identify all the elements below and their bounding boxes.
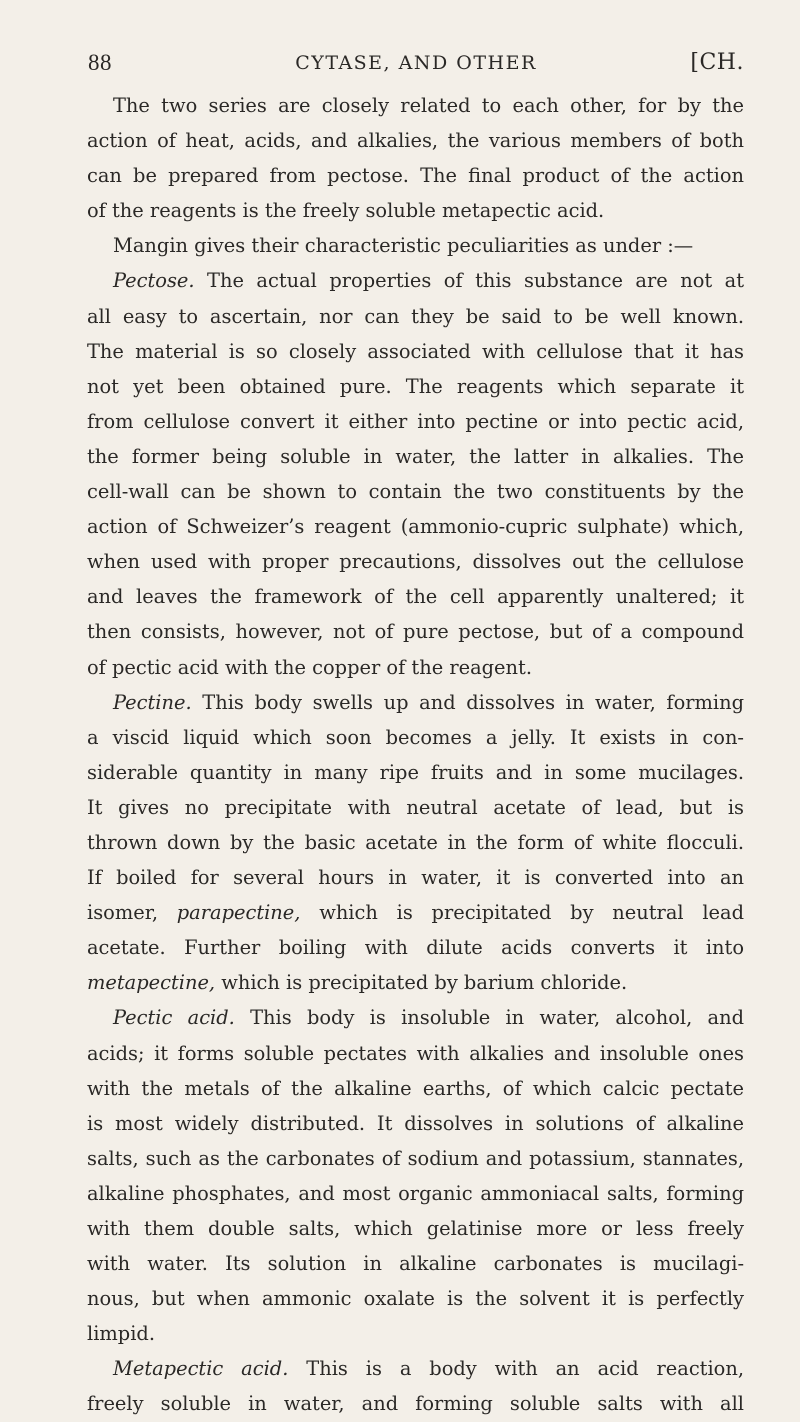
text-segment: This is a body with an acid reaction, bbox=[288, 1357, 744, 1381]
text-line bbox=[87, 790, 744, 825]
text-segment: of pectic acid with the copper of the reagent. bbox=[87, 655, 532, 679]
text-line bbox=[87, 123, 744, 158]
text-segment: not yet been obtained pure. The reagents which separate it bbox=[87, 374, 744, 398]
text-line bbox=[87, 439, 744, 474]
text-line bbox=[87, 299, 744, 334]
text-line bbox=[87, 228, 744, 263]
text-line bbox=[87, 474, 744, 509]
text-line bbox=[87, 404, 744, 439]
text-segment: from cellulose convert it either into pectine or into pectic acid, bbox=[87, 409, 744, 433]
text-line bbox=[87, 1351, 744, 1386]
text-line bbox=[87, 1071, 744, 1106]
text-line bbox=[87, 579, 744, 614]
running-title: CYTASE, AND OTHER bbox=[295, 52, 537, 74]
text-segment: with them double salts, which gelatinise more or less freely bbox=[87, 1217, 744, 1240]
page-header bbox=[88, 50, 744, 84]
text-line bbox=[87, 544, 744, 579]
text-segment: alkaline phosphates, and most organic ammoniacal salts, forming bbox=[87, 1181, 744, 1205]
text-segment: The actual properties of this substance are not at bbox=[194, 269, 744, 293]
text-segment: thrown down by the basic acetate in the form of white flocculi. bbox=[87, 830, 744, 854]
text-line bbox=[87, 1106, 744, 1141]
text-segment: limpid. bbox=[87, 1322, 155, 1346]
text-segment: action of heat, acids, and alkalies, the various members of both bbox=[87, 129, 744, 153]
italic-term: Pectic acid. bbox=[113, 1006, 235, 1030]
text-line bbox=[87, 263, 744, 298]
text-segment: salts, such as the carbonates of sodium and potassium, stannates, bbox=[87, 1146, 744, 1170]
text-line bbox=[87, 860, 744, 895]
text-line bbox=[87, 1386, 744, 1421]
text-line bbox=[87, 895, 744, 930]
italic-term: metapectine, bbox=[87, 971, 216, 995]
text-line bbox=[87, 1176, 744, 1211]
text-segment: Mangin gives their characteristic peculiarities as under :— bbox=[113, 234, 694, 258]
text-segment: It gives no precipitate with neutral acetate of lead, but is bbox=[87, 795, 744, 819]
chapter-marker: [CH. bbox=[690, 50, 744, 75]
text-line bbox=[87, 755, 744, 790]
text-segment: is most widely distributed. It dissolves in solutions of alkaline bbox=[87, 1111, 744, 1135]
text-segment: The two series are closely related to each other, for by the bbox=[113, 94, 744, 117]
text-line bbox=[87, 1000, 744, 1035]
text-line bbox=[87, 825, 744, 860]
text-segment: If boiled for several hours in water, it is converted into an bbox=[87, 866, 744, 890]
italic-term: Pectine. bbox=[113, 690, 192, 714]
text-segment: can be prepared from pectose. The final product of the action bbox=[87, 164, 744, 188]
text-line bbox=[87, 158, 744, 193]
text-segment: isomer, bbox=[87, 901, 177, 925]
text-line bbox=[87, 965, 744, 1000]
text-line bbox=[87, 720, 744, 755]
text-line bbox=[87, 930, 744, 965]
text-line bbox=[87, 1036, 744, 1071]
text-segment: which is precipitated by barium chloride. bbox=[215, 971, 628, 995]
text-segment: acetate. Further boiling with dilute acids converts it into bbox=[87, 936, 744, 960]
text-line bbox=[87, 334, 744, 369]
page-number: 88 bbox=[88, 50, 112, 75]
text-segment: action of Schweizer’s reagent (ammonio-cupric sulphate) which, bbox=[87, 515, 744, 539]
text-segment: nous, but when ammonic oxalate is the solvent it is perfectly bbox=[87, 1287, 744, 1311]
text-segment: with water. Its solution in alkaline carbonates is mucilagi- bbox=[87, 1252, 744, 1276]
text-line bbox=[87, 1246, 744, 1281]
text-segment: cell-wall can be shown to contain the two constituents by the bbox=[87, 480, 744, 504]
text-line bbox=[87, 1316, 744, 1351]
italic-term: Pectose. bbox=[113, 269, 195, 293]
text-line bbox=[87, 193, 744, 228]
italic-term: Metapectic acid. bbox=[113, 1357, 289, 1381]
text-segment: when used with proper precautions, dissolves out the cellulose bbox=[87, 550, 744, 574]
text-line bbox=[87, 1281, 744, 1316]
text-segment: then consists, however, not of pure pectose, but of a compound bbox=[87, 620, 744, 644]
text-segment: This body is insoluble in water, alcohol, and bbox=[234, 1006, 744, 1030]
text-line bbox=[87, 685, 744, 720]
text-segment: all easy to ascertain, nor can they be said to be well known. bbox=[87, 304, 744, 328]
text-segment: of the reagents is the freely soluble metapectic acid. bbox=[87, 199, 605, 223]
body-text bbox=[87, 88, 744, 1422]
text-segment: the former being soluble in water, the latter in alkalies. The bbox=[87, 444, 744, 468]
text-segment: with the metals of the alkaline earths, of which calcic pectate bbox=[87, 1076, 744, 1100]
text-segment: acids; it forms soluble pectates with alkalies and insoluble ones bbox=[87, 1041, 744, 1065]
text-segment: siderable quantity in many ripe fruits and in some mucilages. bbox=[87, 760, 744, 784]
text-line bbox=[87, 1211, 744, 1246]
text-segment: freely soluble in water, and forming soluble salts with all bbox=[87, 1392, 744, 1416]
text-segment: This body swells up and dissolves in water, forming bbox=[191, 690, 744, 714]
text-segment: which is precipitated by neutral lead bbox=[300, 901, 744, 925]
text-line bbox=[87, 369, 744, 404]
text-segment: and leaves the framework of the cell apparently unaltered; it bbox=[87, 585, 744, 609]
text-line bbox=[87, 1141, 744, 1176]
text-line bbox=[87, 650, 744, 685]
text-line bbox=[87, 88, 744, 123]
text-line bbox=[87, 614, 744, 649]
text-segment: a viscid liquid which soon becomes a jelly. It exists in con- bbox=[87, 725, 744, 749]
italic-term: parapectine, bbox=[176, 901, 301, 925]
text-segment: The material is so closely associated with cellulose that it has bbox=[87, 339, 744, 363]
text-line bbox=[87, 509, 744, 544]
